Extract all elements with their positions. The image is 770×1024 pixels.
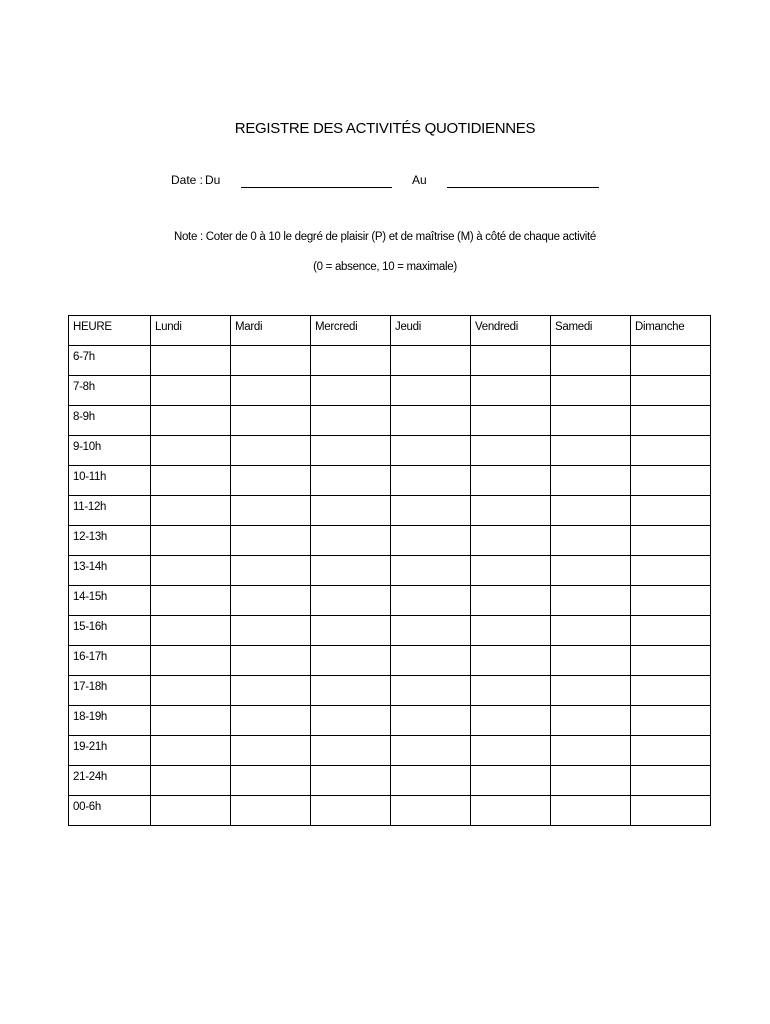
table-row bbox=[69, 436, 711, 466]
header-mercredi: Mercredi bbox=[311, 316, 391, 346]
activity-cell-samedi[interactable] bbox=[551, 466, 631, 496]
activity-cell-dimanche[interactable] bbox=[631, 526, 711, 556]
activity-cell-mardi[interactable] bbox=[231, 496, 311, 526]
activity-cell-lundi[interactable] bbox=[151, 466, 231, 496]
activity-cell-vendredi[interactable] bbox=[471, 616, 551, 646]
activity-cell-samedi[interactable] bbox=[551, 676, 631, 706]
activity-cell-jeudi[interactable] bbox=[391, 646, 471, 676]
hour-cell: 6-7h bbox=[69, 346, 151, 376]
activity-cell-vendredi[interactable] bbox=[471, 556, 551, 586]
activity-cell-lundi[interactable] bbox=[151, 586, 231, 616]
table-row bbox=[69, 736, 711, 766]
activity-cell-jeudi[interactable] bbox=[391, 526, 471, 556]
activity-cell-mardi[interactable] bbox=[231, 676, 311, 706]
activity-cell-vendredi[interactable] bbox=[471, 376, 551, 406]
activity-cell-samedi[interactable] bbox=[551, 496, 631, 526]
hour-cell: 16-17h bbox=[69, 646, 151, 676]
activity-cell-dimanche[interactable] bbox=[631, 376, 711, 406]
header-vendredi: Vendredi bbox=[471, 316, 551, 346]
activity-cell-samedi[interactable] bbox=[551, 556, 631, 586]
activity-cell-jeudi[interactable] bbox=[391, 676, 471, 706]
activity-cell-samedi[interactable] bbox=[551, 406, 631, 436]
activity-cell-dimanche[interactable] bbox=[631, 676, 711, 706]
activity-cell-dimanche[interactable] bbox=[631, 466, 711, 496]
header-mardi: Mardi bbox=[231, 316, 311, 346]
activity-cell-mardi[interactable] bbox=[231, 736, 311, 766]
activity-cell-dimanche[interactable] bbox=[631, 436, 711, 466]
activity-cell-jeudi[interactable] bbox=[391, 346, 471, 376]
activity-cell-mercredi[interactable] bbox=[311, 526, 391, 556]
activity-cell-lundi[interactable] bbox=[151, 796, 231, 826]
activity-cell-mercredi[interactable] bbox=[311, 796, 391, 826]
activity-cell-mercredi[interactable] bbox=[311, 556, 391, 586]
activity-cell-mercredi[interactable] bbox=[311, 736, 391, 766]
activity-cell-samedi[interactable] bbox=[551, 766, 631, 796]
activity-cell-samedi[interactable] bbox=[551, 436, 631, 466]
hour-cell: 18-19h bbox=[69, 706, 151, 736]
activity-cell-lundi[interactable] bbox=[151, 736, 231, 766]
activity-cell-mercredi[interactable] bbox=[311, 646, 391, 676]
hour-cell: 12-13h bbox=[69, 526, 151, 556]
hour-cell: 9-10h bbox=[69, 436, 151, 466]
activity-cell-dimanche[interactable] bbox=[631, 496, 711, 526]
activity-cell-lundi[interactable] bbox=[151, 496, 231, 526]
table-body bbox=[69, 346, 711, 826]
table-row bbox=[69, 466, 711, 496]
hour-cell: 17-18h bbox=[69, 676, 151, 706]
activity-cell-jeudi[interactable] bbox=[391, 586, 471, 616]
activity-cell-jeudi[interactable] bbox=[391, 466, 471, 496]
activity-cell-lundi[interactable] bbox=[151, 526, 231, 556]
table-row bbox=[69, 346, 711, 376]
activity-cell-jeudi[interactable] bbox=[391, 496, 471, 526]
activity-cell-lundi[interactable] bbox=[151, 616, 231, 646]
hour-cell: 19-21h bbox=[69, 736, 151, 766]
activity-cell-lundi[interactable] bbox=[151, 376, 231, 406]
activity-cell-jeudi[interactable] bbox=[391, 796, 471, 826]
activity-cell-jeudi[interactable] bbox=[391, 376, 471, 406]
activity-cell-mardi[interactable] bbox=[231, 586, 311, 616]
activity-cell-dimanche[interactable] bbox=[631, 616, 711, 646]
page-title: REGISTRE DES ACTIVITÉS QUOTIDIENNES bbox=[234, 120, 536, 137]
activity-cell-samedi[interactable] bbox=[551, 736, 631, 766]
activity-cell-vendredi[interactable] bbox=[471, 676, 551, 706]
activity-cell-dimanche[interactable] bbox=[631, 406, 711, 436]
date-range bbox=[0, 173, 770, 193]
hour-cell: 8-9h bbox=[69, 406, 151, 436]
activity-cell-lundi[interactable] bbox=[151, 706, 231, 736]
activity-cell-dimanche[interactable] bbox=[631, 706, 711, 736]
activity-cell-mercredi[interactable] bbox=[311, 586, 391, 616]
activity-cell-mardi[interactable] bbox=[231, 466, 311, 496]
activity-cell-jeudi[interactable] bbox=[391, 766, 471, 796]
activity-table bbox=[68, 315, 711, 826]
activity-cell-mardi[interactable] bbox=[231, 406, 311, 436]
table-row bbox=[69, 706, 711, 736]
activity-cell-dimanche[interactable] bbox=[631, 796, 711, 826]
activity-cell-mardi[interactable] bbox=[231, 376, 311, 406]
activity-cell-jeudi[interactable] bbox=[391, 556, 471, 586]
activity-cell-mardi[interactable] bbox=[231, 766, 311, 796]
rating-scale: (0 = absence, 10 = maximale) bbox=[313, 261, 457, 273]
table-row bbox=[69, 766, 711, 796]
date-to-field[interactable] bbox=[447, 187, 599, 188]
hour-cell: 10-11h bbox=[69, 466, 151, 496]
activity-cell-samedi[interactable] bbox=[551, 706, 631, 736]
activity-cell-mardi[interactable] bbox=[231, 436, 311, 466]
activity-cell-dimanche[interactable] bbox=[631, 346, 711, 376]
activity-cell-jeudi[interactable] bbox=[391, 436, 471, 466]
activity-cell-vendredi[interactable] bbox=[471, 526, 551, 556]
activity-cell-dimanche[interactable] bbox=[631, 556, 711, 586]
activity-cell-samedi[interactable] bbox=[551, 526, 631, 556]
activity-cell-vendredi[interactable] bbox=[471, 406, 551, 436]
activity-cell-vendredi[interactable] bbox=[471, 586, 551, 616]
activity-cell-dimanche[interactable] bbox=[631, 766, 711, 796]
hour-cell: 11-12h bbox=[69, 496, 151, 526]
hour-cell: 14-15h bbox=[69, 586, 151, 616]
activity-cell-vendredi[interactable] bbox=[471, 706, 551, 736]
hour-cell: 00-6h bbox=[69, 796, 151, 826]
table-row bbox=[69, 586, 711, 616]
table-row bbox=[69, 676, 711, 706]
activity-cell-mercredi[interactable] bbox=[311, 376, 391, 406]
activity-cell-mercredi[interactable] bbox=[311, 496, 391, 526]
activity-cell-vendredi[interactable] bbox=[471, 436, 551, 466]
activity-cell-lundi[interactable] bbox=[151, 346, 231, 376]
date-label: Date : bbox=[171, 173, 204, 187]
activity-cell-jeudi[interactable] bbox=[391, 706, 471, 736]
activity-cell-mercredi[interactable] bbox=[311, 436, 391, 466]
date-from-field[interactable] bbox=[241, 187, 392, 188]
activity-cell-samedi[interactable] bbox=[551, 376, 631, 406]
activity-cell-dimanche[interactable] bbox=[631, 736, 711, 766]
activity-cell-vendredi[interactable] bbox=[471, 346, 551, 376]
activity-cell-mardi[interactable] bbox=[231, 796, 311, 826]
hour-cell: 15-16h bbox=[69, 616, 151, 646]
activity-cell-mercredi[interactable] bbox=[311, 766, 391, 796]
activity-cell-mercredi[interactable] bbox=[311, 346, 391, 376]
header-lundi: Lundi bbox=[151, 316, 231, 346]
activity-cell-jeudi[interactable] bbox=[391, 406, 471, 436]
activity-cell-lundi[interactable] bbox=[151, 676, 231, 706]
hour-cell: 21-24h bbox=[69, 766, 151, 796]
activity-cell-lundi[interactable] bbox=[151, 556, 231, 586]
header-dimanche: Dimanche bbox=[631, 316, 711, 346]
table-row bbox=[69, 646, 711, 676]
table-row bbox=[69, 376, 711, 406]
activity-cell-vendredi[interactable] bbox=[471, 736, 551, 766]
activity-cell-vendredi[interactable] bbox=[471, 496, 551, 526]
rating-note: Note : Coter de 0 à 10 le degré de plaisir (P) et de maîtrise (M) à côté de chaque activité bbox=[173, 231, 597, 243]
activity-cell-mardi[interactable] bbox=[231, 616, 311, 646]
hour-cell: 7-8h bbox=[69, 376, 151, 406]
activity-cell-vendredi[interactable] bbox=[471, 646, 551, 676]
activity-cell-samedi[interactable] bbox=[551, 616, 631, 646]
table-row bbox=[69, 616, 711, 646]
table-row bbox=[69, 496, 711, 526]
activity-cell-samedi[interactable] bbox=[551, 796, 631, 826]
table-row bbox=[69, 796, 711, 826]
date-to-label: Au bbox=[412, 173, 427, 187]
table-header-row bbox=[69, 316, 711, 346]
activity-cell-dimanche[interactable] bbox=[631, 646, 711, 676]
activity-cell-vendredi[interactable] bbox=[471, 796, 551, 826]
activity-cell-mercredi[interactable] bbox=[311, 676, 391, 706]
activity-cell-mardi[interactable] bbox=[231, 526, 311, 556]
activity-cell-lundi[interactable] bbox=[151, 646, 231, 676]
activity-cell-mardi[interactable] bbox=[231, 346, 311, 376]
activity-cell-mardi[interactable] bbox=[231, 646, 311, 676]
activity-cell-mercredi[interactable] bbox=[311, 466, 391, 496]
hour-cell: 13-14h bbox=[69, 556, 151, 586]
table-row bbox=[69, 526, 711, 556]
activity-cell-mercredi[interactable] bbox=[311, 616, 391, 646]
activity-cell-jeudi[interactable] bbox=[391, 736, 471, 766]
header-samedi: Samedi bbox=[551, 316, 631, 346]
activity-cell-lundi[interactable] bbox=[151, 766, 231, 796]
activity-cell-jeudi[interactable] bbox=[391, 616, 471, 646]
activity-cell-vendredi[interactable] bbox=[471, 466, 551, 496]
activity-cell-dimanche[interactable] bbox=[631, 586, 711, 616]
date-from-label: Du bbox=[205, 173, 221, 187]
activity-cell-vendredi[interactable] bbox=[471, 766, 551, 796]
activity-cell-lundi[interactable] bbox=[151, 436, 231, 466]
activity-cell-samedi[interactable] bbox=[551, 346, 631, 376]
activity-cell-samedi[interactable] bbox=[551, 646, 631, 676]
activity-cell-mardi[interactable] bbox=[231, 706, 311, 736]
activity-cell-mercredi[interactable] bbox=[311, 406, 391, 436]
activity-cell-lundi[interactable] bbox=[151, 406, 231, 436]
header-jeudi: Jeudi bbox=[391, 316, 471, 346]
activity-cell-mardi[interactable] bbox=[231, 556, 311, 586]
table-row bbox=[69, 406, 711, 436]
table-row bbox=[69, 556, 711, 586]
activity-cell-mercredi[interactable] bbox=[311, 706, 391, 736]
activity-cell-samedi[interactable] bbox=[551, 586, 631, 616]
header-heure: HEURE bbox=[69, 316, 151, 346]
